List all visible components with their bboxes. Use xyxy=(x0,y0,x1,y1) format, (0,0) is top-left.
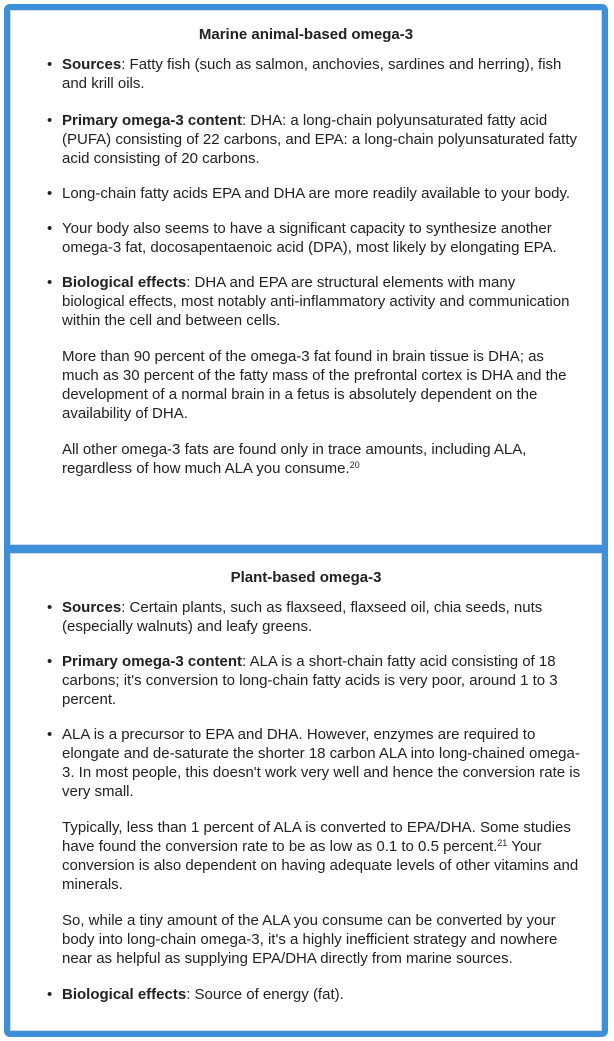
item-label: Sources xyxy=(62,56,122,73)
plant-omega3-panel xyxy=(10,553,602,1031)
list-item xyxy=(11,652,601,709)
bullet: • xyxy=(47,185,53,202)
list-item xyxy=(11,598,601,636)
item-text: Your body also seems to have a significant capacity to synthesize another omega-3 fat, docosapentaenoic acid (DPA), most likely by elongating EPA. xyxy=(62,220,557,256)
list-item xyxy=(11,111,601,168)
list-item xyxy=(11,985,601,1004)
item-text: Primary omega-3 content: DHA: a long-chain polyunsaturated fatty acid (PUFA) consisting of 22 carbons, and EPA: a long-chain polyunsaturated fatty acid consisting of 20 carbons. xyxy=(62,112,578,167)
marine-list xyxy=(11,55,601,478)
item-label: Biological effects xyxy=(62,274,187,291)
infobox-frame xyxy=(4,4,608,1037)
item-paragraph: So, while a tiny amount of the ALA you consume can be converted by your body into long-chain omega-3, it's a highly inefficient strategy and nowhere near as helpful as supplying EPA/DHA directly from marine sources. xyxy=(62,912,558,967)
citation-ref[interactable]: 20 xyxy=(349,460,360,470)
list-item xyxy=(11,55,601,93)
marine-panel-title: Marine animal-based omega-3 xyxy=(198,26,414,43)
item-label: Primary omega-3 content xyxy=(62,112,243,129)
bullet: • xyxy=(47,986,53,1003)
list-item xyxy=(11,184,601,203)
item-label: Biological effects xyxy=(62,986,187,1003)
item-text: Sources: Fatty fish (such as salmon, anchovies, sardines and herring), fish and krill oils. xyxy=(62,56,562,92)
item-text: Primary omega-3 content: ALA is a short-chain fatty acid consisting of 18 carbons; it's conversion to long-chain fatty acids is very poor, around 1 to 3 percent. xyxy=(62,653,558,708)
item-paragraph: All other omega-3 fats are found only in trace amounts, including ALA, regardless of how much ALA you consume.$^{20}$ xyxy=(62,441,527,477)
item-text: Long-chain fatty acids EPA and DHA are more readily available to your body. xyxy=(62,185,571,202)
plant-list xyxy=(11,598,601,1004)
item-paragraph: More than 90 percent of the omega-3 fat found in brain tissue is DHA; as much as 30 percent of the fatty mass of the prefrontal cortex is DHA and the development of a normal brain in a fetus is absolutely dependent on the availability of DHA. xyxy=(62,348,567,422)
citation-ref[interactable]: 21 xyxy=(497,838,508,848)
item-text: Sources: Certain plants, such as flaxseed, flaxseed oil, chia seeds, nuts (especially walnuts) and leafy greens. xyxy=(62,599,543,635)
marine-omega3-panel xyxy=(10,10,602,545)
bullet: • xyxy=(47,220,53,237)
bullet: • xyxy=(47,56,53,73)
bullet: • xyxy=(47,274,53,291)
item-text: Biological effects: DHA and EPA are structural elements with many biological effects, most notably anti-inflammatory activity and communication within the cell and between cells. xyxy=(62,274,570,329)
item-label: Primary omega-3 content xyxy=(62,653,243,670)
item-label: Sources xyxy=(62,599,122,616)
bullet: • xyxy=(47,653,53,670)
list-item xyxy=(11,273,601,478)
item-paragraph: Typically, less than 1 percent of ALA is converted to EPA/DHA. Some studies have found the conversion rate to be as low as 0.1 to 0.5 percent.$^{21}$ Your conversion is also dependent on having adequate levels of other vitamins and minerals. xyxy=(62,819,579,893)
bullet: • xyxy=(47,726,53,743)
item-text: ALA is a precursor to EPA and DHA. However, enzymes are required to elongate and de-saturate the shorter 18 carbon ALA into long-chained omega-3. In most people, this doesn't work very well and hence the conversion rate is very small. xyxy=(62,726,581,800)
list-item xyxy=(11,219,601,257)
bullet: • xyxy=(47,599,53,616)
bullet: • xyxy=(47,112,53,129)
list-item xyxy=(11,725,601,968)
plant-panel-title: Plant-based omega-3 xyxy=(230,569,382,586)
item-text: Biological effects: Source of energy (fat). xyxy=(62,986,344,1003)
